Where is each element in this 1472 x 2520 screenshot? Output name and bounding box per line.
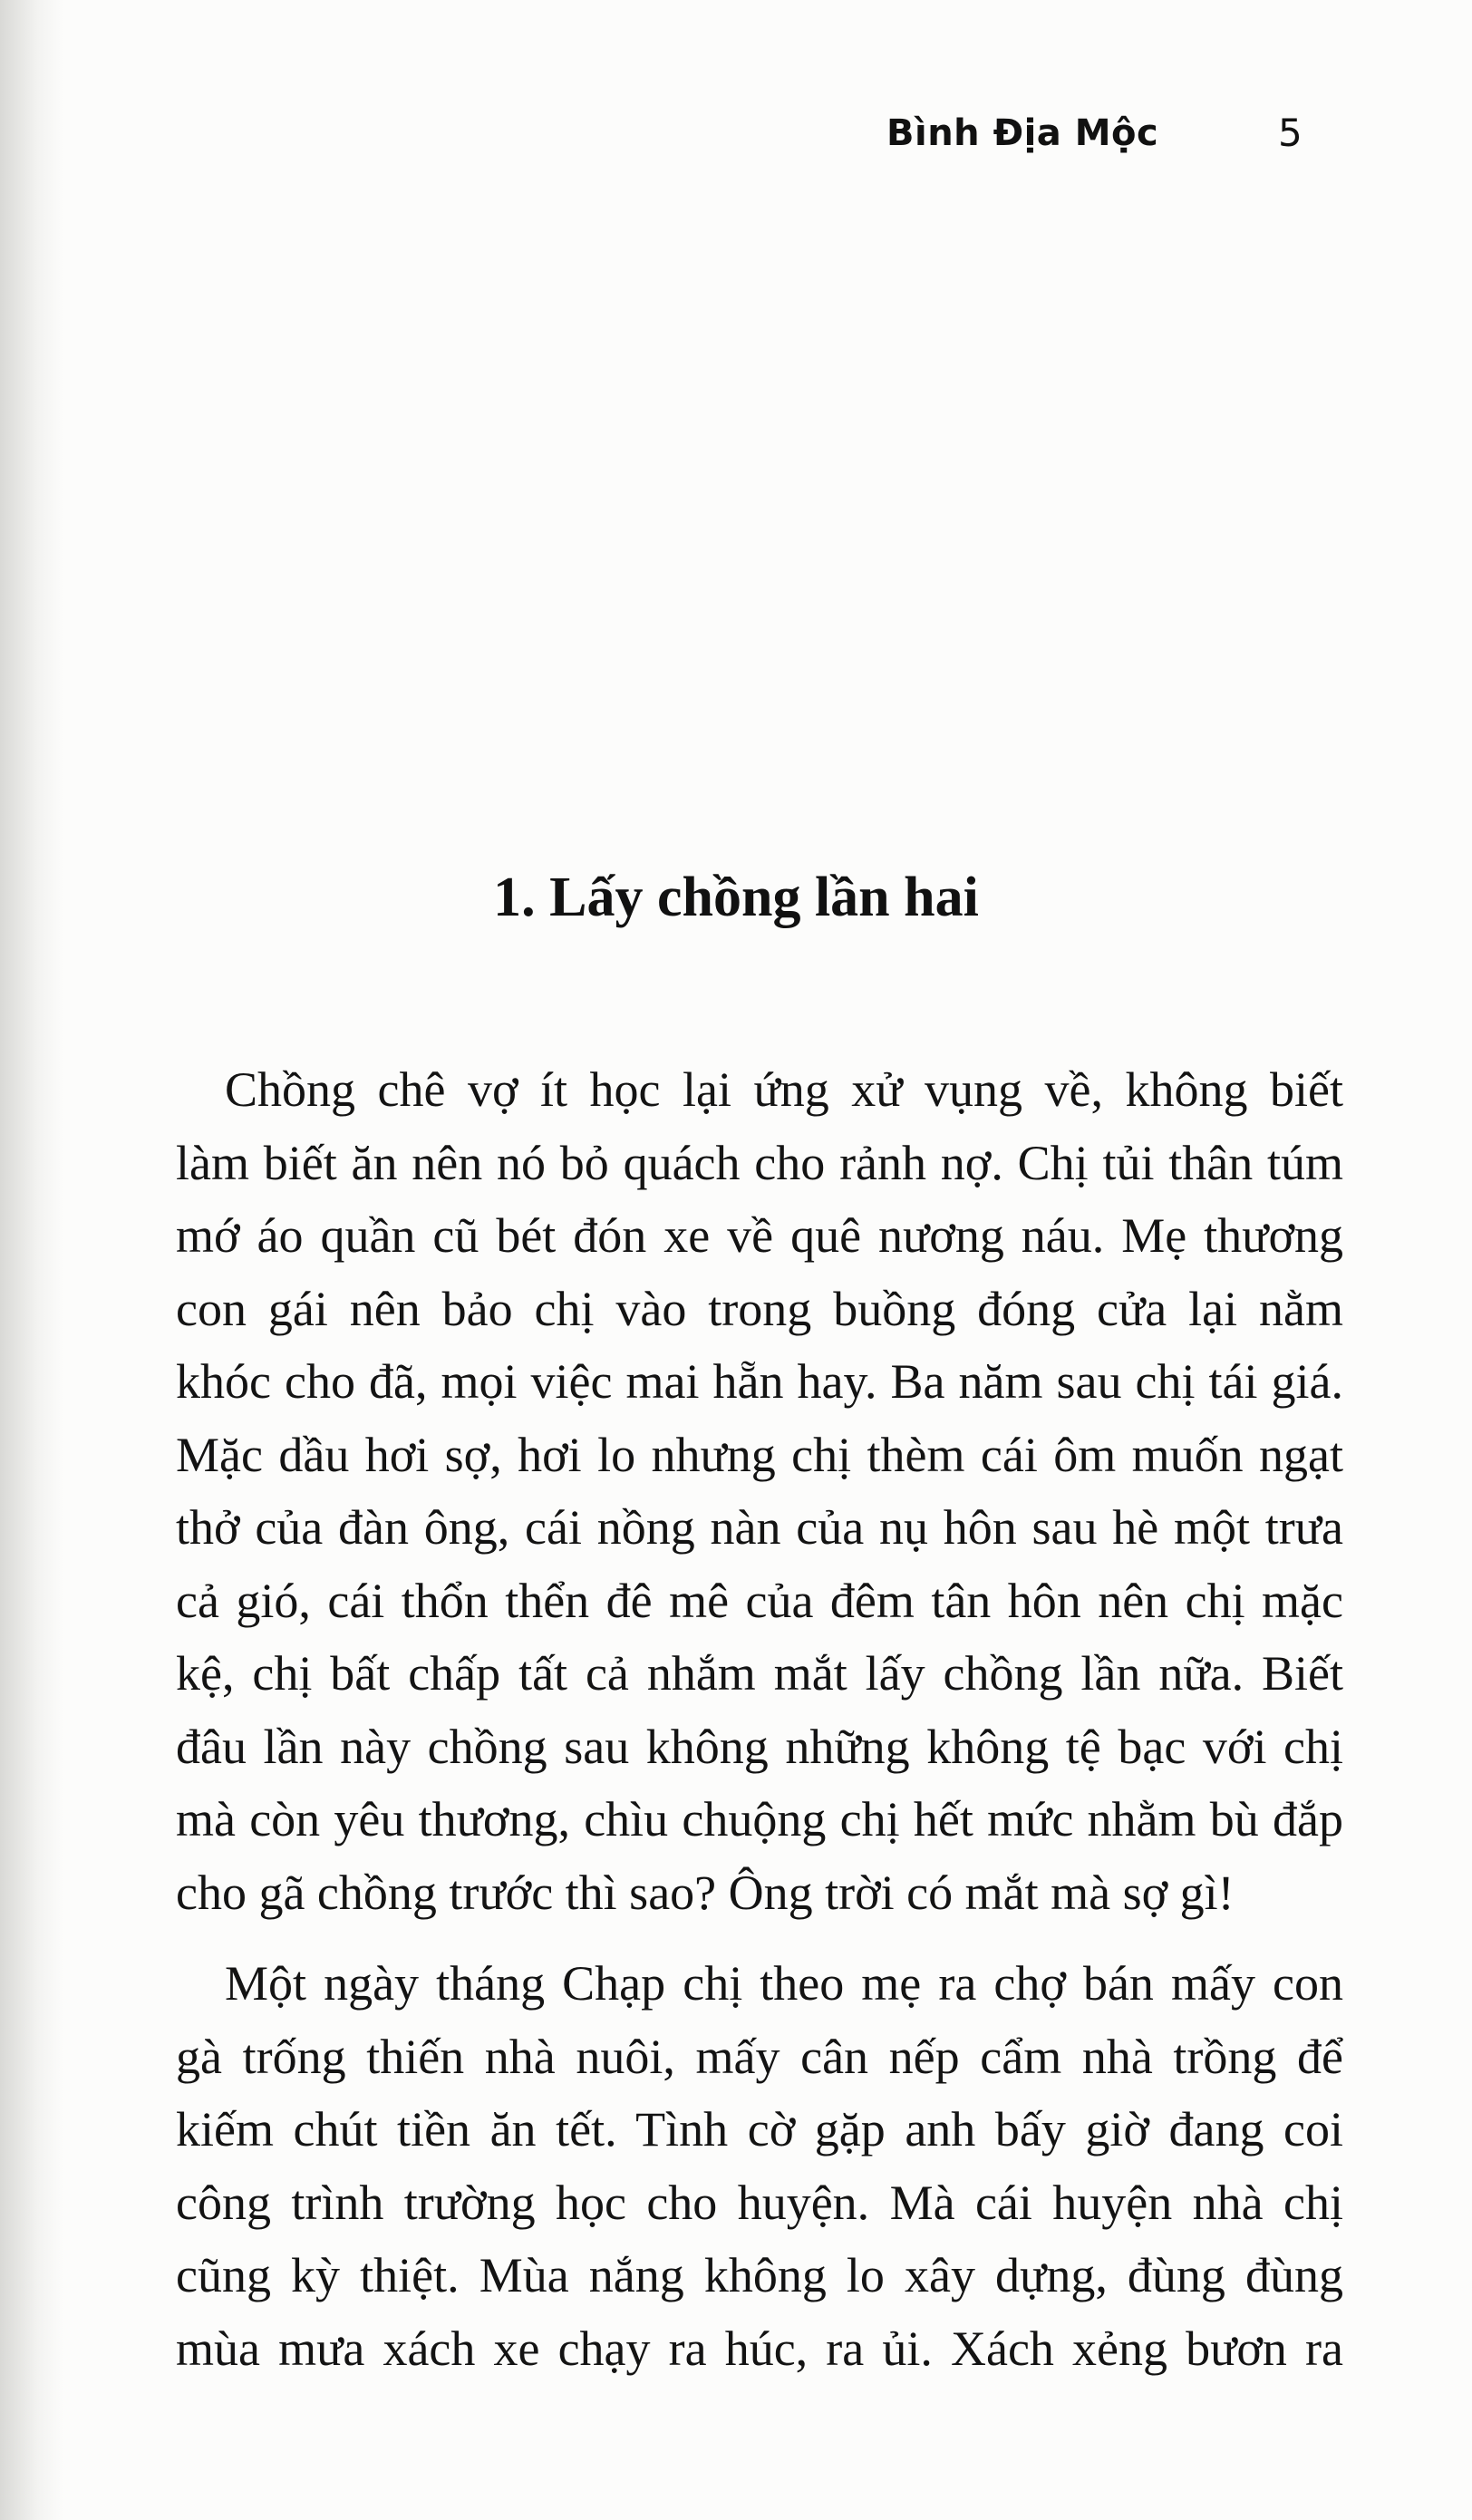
text-line: thở của đàn ông, cái nồng nàn của nụ hôn sau hè một trưa bbox=[176, 1500, 1343, 1555]
text-line: đâu lần này chồng sau không những không tệ bạc với chị bbox=[176, 1719, 1343, 1774]
text-line: Chồng chê vợ ít học lại ứng xử vụng về, không biết bbox=[225, 1062, 1343, 1117]
paragraph-2 bbox=[176, 1947, 1343, 2385]
running-header-title: Bình Địa Mộc bbox=[886, 112, 1159, 154]
chapter-title: 1. Lấy chồng lần hai bbox=[493, 867, 979, 928]
text-line: làm biết ăn nên nó bỏ quách cho rảnh nợ. Chị tủi thân túm bbox=[176, 1135, 1343, 1190]
text-line: khóc cho đã, mọi việc mai hẵn hay. Ba năm sau chị tái giá. bbox=[176, 1354, 1343, 1409]
text-line: mùa mưa xách xe chạy ra húc, ra ủi. Xách xẻng bươn ra bbox=[176, 2321, 1343, 2376]
paragraph-1 bbox=[176, 1053, 1343, 1929]
page-number: 5 bbox=[1278, 111, 1303, 155]
text-line: kệ, chị bất chấp tất cả nhắm mắt lấy chồng lần nữa. Biết bbox=[176, 1646, 1343, 1701]
text-line: cho gã chồng trước thì sao? Ông trời có mắt mà sợ gì! bbox=[176, 1865, 1235, 1920]
text-line: mà còn yêu thương, chìu chuộng chị hết mức nhằm bù đắp bbox=[176, 1792, 1343, 1846]
text-line: mớ áo quần cũ bét đón xe về quê nương náu. Mẹ thương bbox=[176, 1208, 1343, 1263]
running-header bbox=[0, 102, 1472, 165]
text-line: Một ngày tháng Chạp chị theo mẹ ra chợ bán mấy con bbox=[225, 1956, 1343, 2011]
body-text bbox=[176, 1053, 1343, 2385]
text-line: cũng kỳ thiệt. Mùa nắng không lo xây dựng, đùng đùng bbox=[176, 2248, 1343, 2302]
text-line: kiếm chút tiền ăn tết. Tình cờ gặp anh bấy giờ đang coi bbox=[176, 2102, 1343, 2157]
text-line: Mặc dầu hơi sợ, hơi lo nhưng chị thèm cái ôm muốn ngạt bbox=[176, 1427, 1343, 1482]
text-line: công trình trường học cho huyện. Mà cái huyện nhà chị bbox=[176, 2175, 1343, 2230]
text-line: gà trống thiến nhà nuôi, mấy cân nếp cẩm nhà trồng để bbox=[176, 2029, 1343, 2084]
text-line: cả gió, cái thổn thển đê mê của đêm tân hôn nên chị mặc bbox=[176, 1573, 1343, 1628]
text-line: con gái nên bảo chị vào trong buồng đóng cửa lại nằm bbox=[176, 1281, 1343, 1336]
